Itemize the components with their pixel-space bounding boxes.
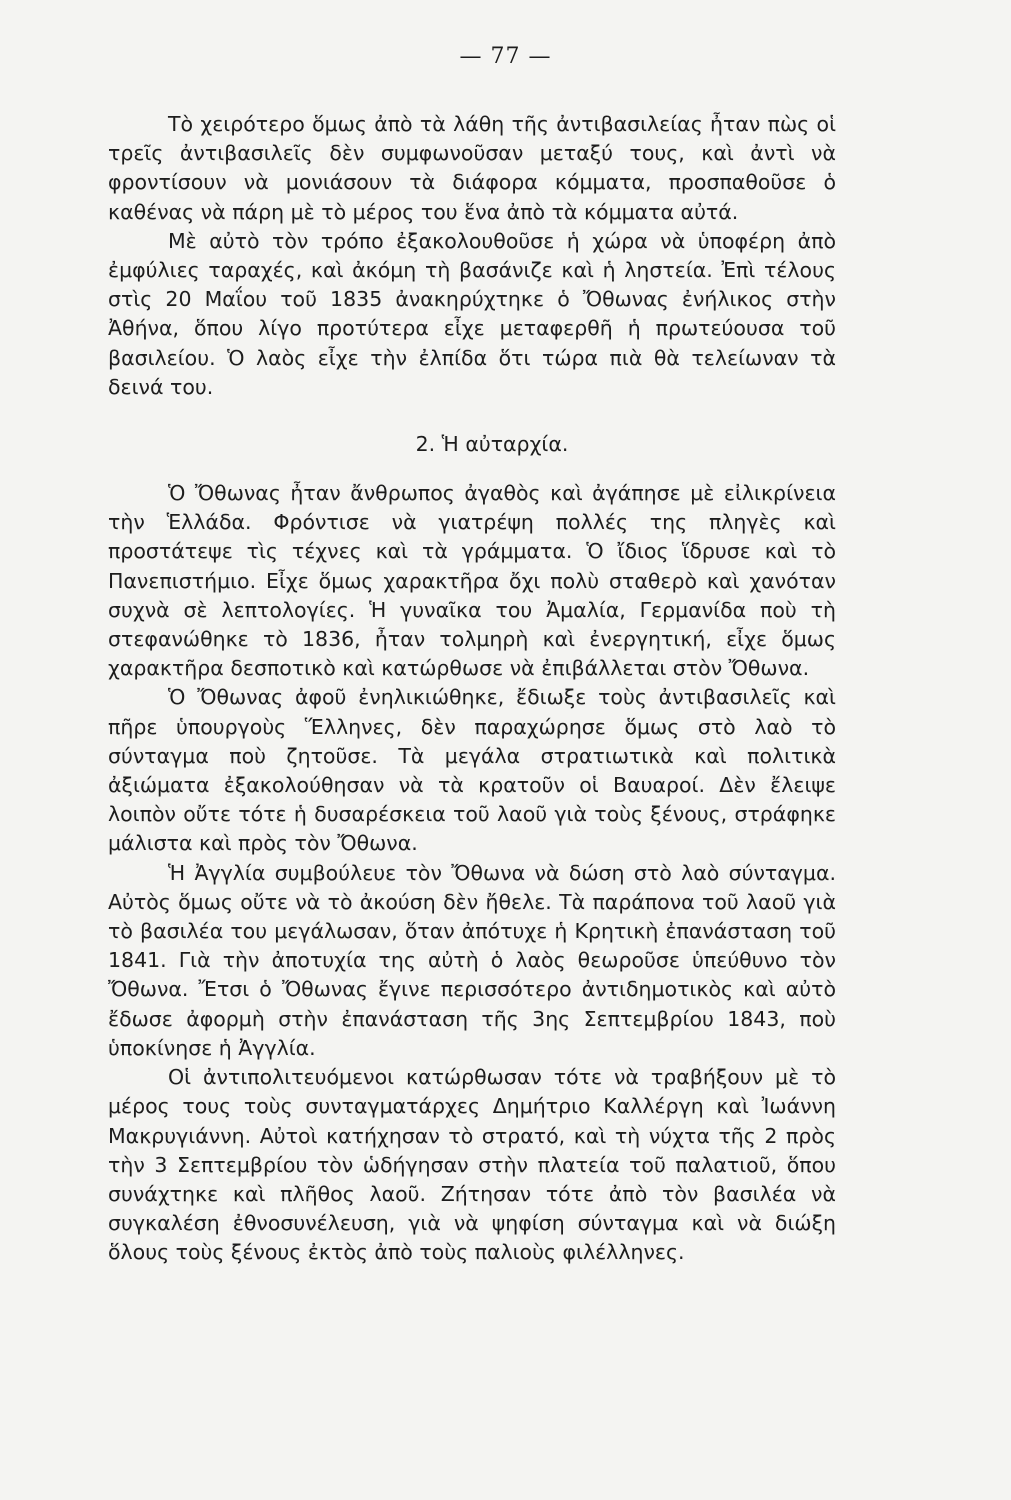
paragraph: Οἱ ἀντιπολιτευόμενοι κατώρθωσαν τότε νὰ τραβήξουν μὲ τὸ μέρος τους τοὺς συνταγματάρχες Δημήτριο Καλλέργη καὶ Ἰωάννη Μακρυγιάννη. Αὐτοὶ κατήχησαν τὸ στρατό, καὶ τὴ νύχτα τῆς 2 πρὸς τὴν 3 Σεπτεμβρίου τὸν ὡδήγησαν στὴν πλατεία τοῦ παλατιοῦ, ὅπου συνάχτηκε καὶ πλῆθος λαοῦ. Ζήτησαν τότε ἀπὸ τὸν βασιλέα νὰ συγκαλέση ἐθνοσυνέλευση, γιὰ νὰ ψηφίση σύνταγμα καὶ νὰ διώξη ὅλους τοὺς ξένους ἐκτὸς ἀπὸ τοὺς παλιοὺς φιλέλληνες. <box>108 1065 836 1265</box>
page-body <box>108 110 836 1268</box>
paragraph: Ὁ Ὄθωνας ἀφοῦ ἐνηλικιώθηκε, ἔδιωξε τοὺς ἀντιβασιλεῖς καὶ πῆρε ὑπουργοὺς Ἕλληνες, δὲν παραχώρησε ὅμως στὸ λαὸ τὸ σύνταγμα ποὺ ζητοῦσε. Τὰ μεγάλα στρατιωτικὰ καὶ πολιτικὰ ἀξιώματα ἐξακολούθησαν νὰ τὰ κρατοῦν οἱ Βαυαροί. Δὲν ἔλειψε λοιπὸν οὔτε τότε ἡ δυσαρέσκεια τοῦ λαοῦ γιὰ τοὺς ξένους, στράφηκε μάλιστα καὶ πρὸς τὸν Ὄθωνα. <box>108 685 836 856</box>
paragraph: Τὸ χειρότερο ὅμως ἀπὸ τὰ λάθη τῆς ἀντιβασιλείας ἦταν πὼς οἱ τρεῖς ἀντιβασιλεῖς δὲν συμφωνοῦσαν μεταξύ τους, καὶ ἀντὶ νὰ φροντίσουν νὰ μονιάσουν τὰ διάφορα κόμματα, προσπαθοῦσε ὁ καθένας νὰ πάρη μὲ τὸ μέρος του ἕνα ἀπὸ τὰ κόμματα αὐτά. <box>108 112 836 224</box>
paragraph: Ἡ Ἀγγλία συμβούλευε τὸν Ὄθωνα νὰ δώση στὸ λαὸ σύνταγμα. Αὐτὸς ὅμως οὔτε νὰ τὸ ἀκούση δὲν ἤθελε. Τὰ παράπονα τοῦ λαοῦ γιὰ τὸ βασιλέα του μεγάλωσαν, ὅταν ἀπότυχε ἡ Κρητικὴ ἐπανάσταση τοῦ 1841. Γιὰ τὴν ἀποτυχία της αὐτὴ ὁ λαὸς θεωροῦσε ὑπεύθυνο τὸν Ὄθωνα. Ἔτσι ὁ Ὄθωνας ἔγινε περισσότερο ἀντιδημοτικὸς καὶ αὐτὸ ἔδωσε ἀφορμὴ στὴν ἐπανάσταση τῆς 3ης Σεπτεμβρίου 1843, ποὺ ὑποκίνησε ἡ Ἀγγλία. <box>108 860 836 1060</box>
paragraph: Ὁ Ὄθωνας ἦταν ἄνθρωπος ἀγαθὸς καὶ ἀγάπησε μὲ εἰλικρίνεια τὴν Ἑλλάδα. Φρόντισε νὰ γιατρέψη πολλές της πληγὲς καὶ προστάτεψε τὶς τέχνες καὶ τὰ γράμματα. Ὁ ἴδιος ἵδρυσε καὶ τὸ Πανεπιστήμιο. Εἶχε ὅμως χαρακτῆρα ὄχι πολὺ σταθερὸ καὶ χανόταν συχνὰ σὲ λεπτολογίες. Ἡ γυναῖκα του Ἀμαλία, Γερμανίδα ποὺ τὴ στεφανώθηκε τὸ 1836, ἦταν τολμηρὴ καὶ ἐνεργητική, εἶχε ὅμως χαρακτῆρα δεσποτικὸ καὶ κατώρθωσε νὰ ἐπιβάλλεται στὸν Ὄθωνα. <box>108 481 836 681</box>
page-number: — 77 — <box>459 44 552 69</box>
section-heading: 2. Ἡ αὐταρχία. <box>415 432 569 457</box>
paragraph: Μὲ αὐτὸ τὸν τρόπο ἐξακολουθοῦσε ἡ χώρα νὰ ὑποφέρη ἀπὸ ἐμφύλιες ταραχές, καὶ ἀκόμη τὴ βασάνιζε καὶ ἡ ληστεία. Ἐπὶ τέλους στὶς 20 Μαΐου τοῦ 1835 ἀνακηρύχτηκε ὁ Ὄθωνας ἐνήλικος στὴν Ἀθήνα, ὅπου λίγο προτύτερα εἶχε μεταφερθῆ ἡ πρωτεύουσα τοῦ βασιλείου. Ὁ λαὸς εἶχε τὴν ἐλπίδα ὅτι τώρα πιὰ θὰ τελείωναν τὰ δεινά του. <box>108 228 836 399</box>
